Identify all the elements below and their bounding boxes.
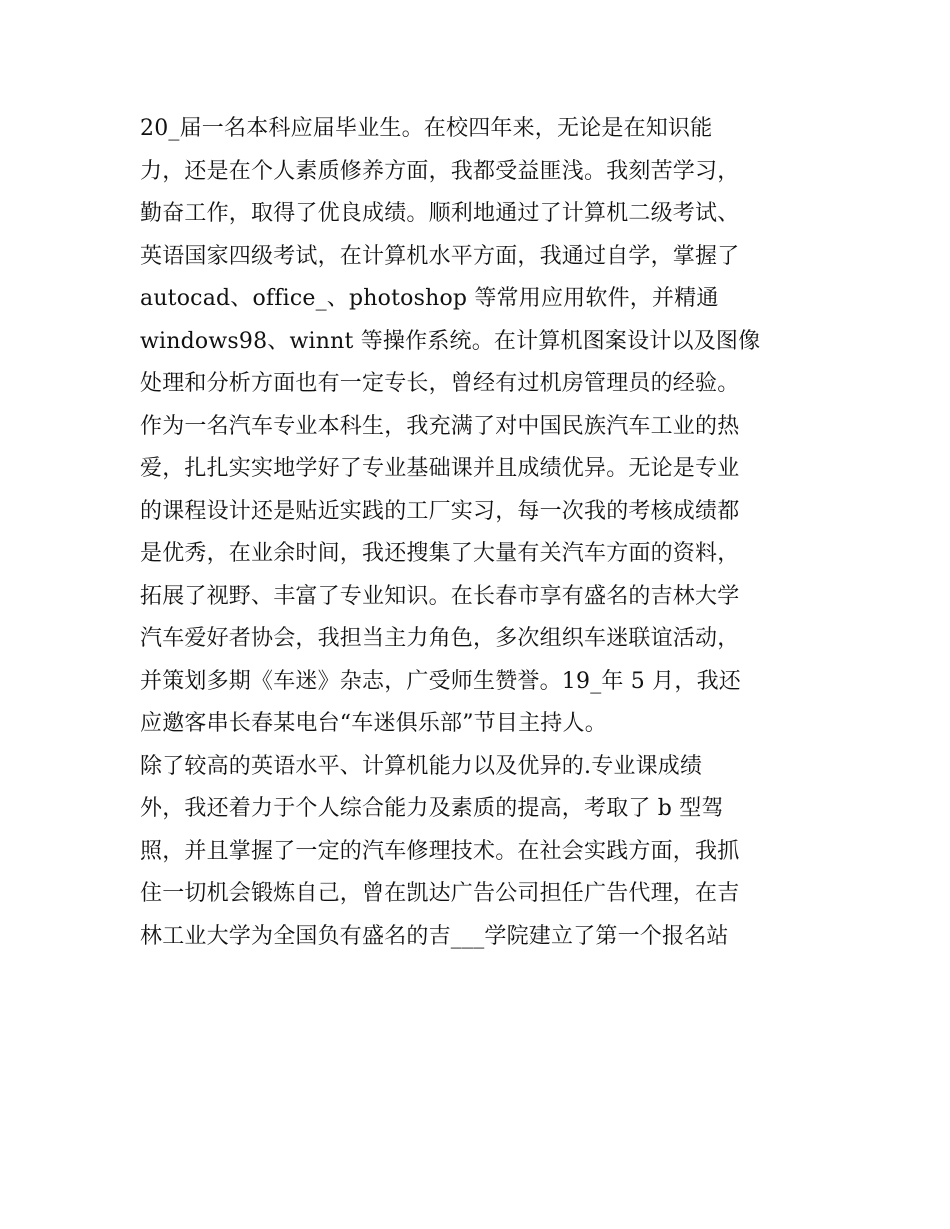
text-line: 是优秀，在业余时间，我还搜集了大量有关汽车方面的资料，	[140, 541, 740, 566]
text-line: windows98、winnt 等操作系统。在计算机图案设计以及图像	[140, 328, 761, 354]
text-line: 作为一名汽车专业本科生，我充满了对中国民族汽车工业的热	[140, 413, 740, 439]
text-line: 除了较高的英语水平、计算机能力以及优异的.专业课成绩	[140, 753, 703, 779]
text-line: 住一切机会锻炼自己，曾在凯达广告公司担任广告代理，在吉	[140, 881, 740, 906]
text-line: 的课程设计还是贴近实践的工厂实习，每一次我的考核成绩都	[140, 498, 740, 524]
text-line: 20_届一名本科应届毕业生。在校四年来，无论是在知识能	[140, 116, 713, 141]
text-line: 勤奋工作，取得了优良成绩。顺利地通过了计算机二级考试、	[140, 201, 740, 226]
text-line: 汽车爱好者协会，我担当主力角色，多次组织车迷联谊活动，	[140, 626, 740, 651]
text-line: 力，还是在个人素质修养方面，我都受益匪浅。我刻苦学习，	[140, 158, 740, 184]
document-body	[140, 108, 830, 958]
text-line: 并策划多期《车迷》杂志，广受师生赞誉。19_年 5 月，我还	[140, 668, 741, 694]
text-line: 外，我还着力于个人综合能力及素质的提高，考取了 b 型驾	[140, 796, 724, 821]
text-line: autocad、office_、photoshop 等常用应用软件，并精通	[140, 286, 719, 311]
text-line: 爱，扎扎实实地学好了专业基础课并且成绩优异。无论是专业	[140, 456, 740, 481]
text-line: 拓展了视野、丰富了专业知识。在长春市享有盛名的吉林大学	[140, 583, 740, 609]
text-line: 应邀客串长春某电台“车迷俱乐部”节目主持人。	[140, 711, 607, 736]
text-line: 林工业大学为全国负有盛名的吉___学院建立了第一个报名站	[140, 923, 729, 949]
text-line: 英语国家四级考试，在计算机水平方面，我通过自学，掌握了	[140, 243, 740, 269]
text-line: 处理和分析方面也有一定专长，曾经有过机房管理员的经验。	[140, 371, 740, 396]
text-line: 照，并且掌握了一定的汽车修理技术。在社会实践方面，我抓	[140, 838, 740, 864]
